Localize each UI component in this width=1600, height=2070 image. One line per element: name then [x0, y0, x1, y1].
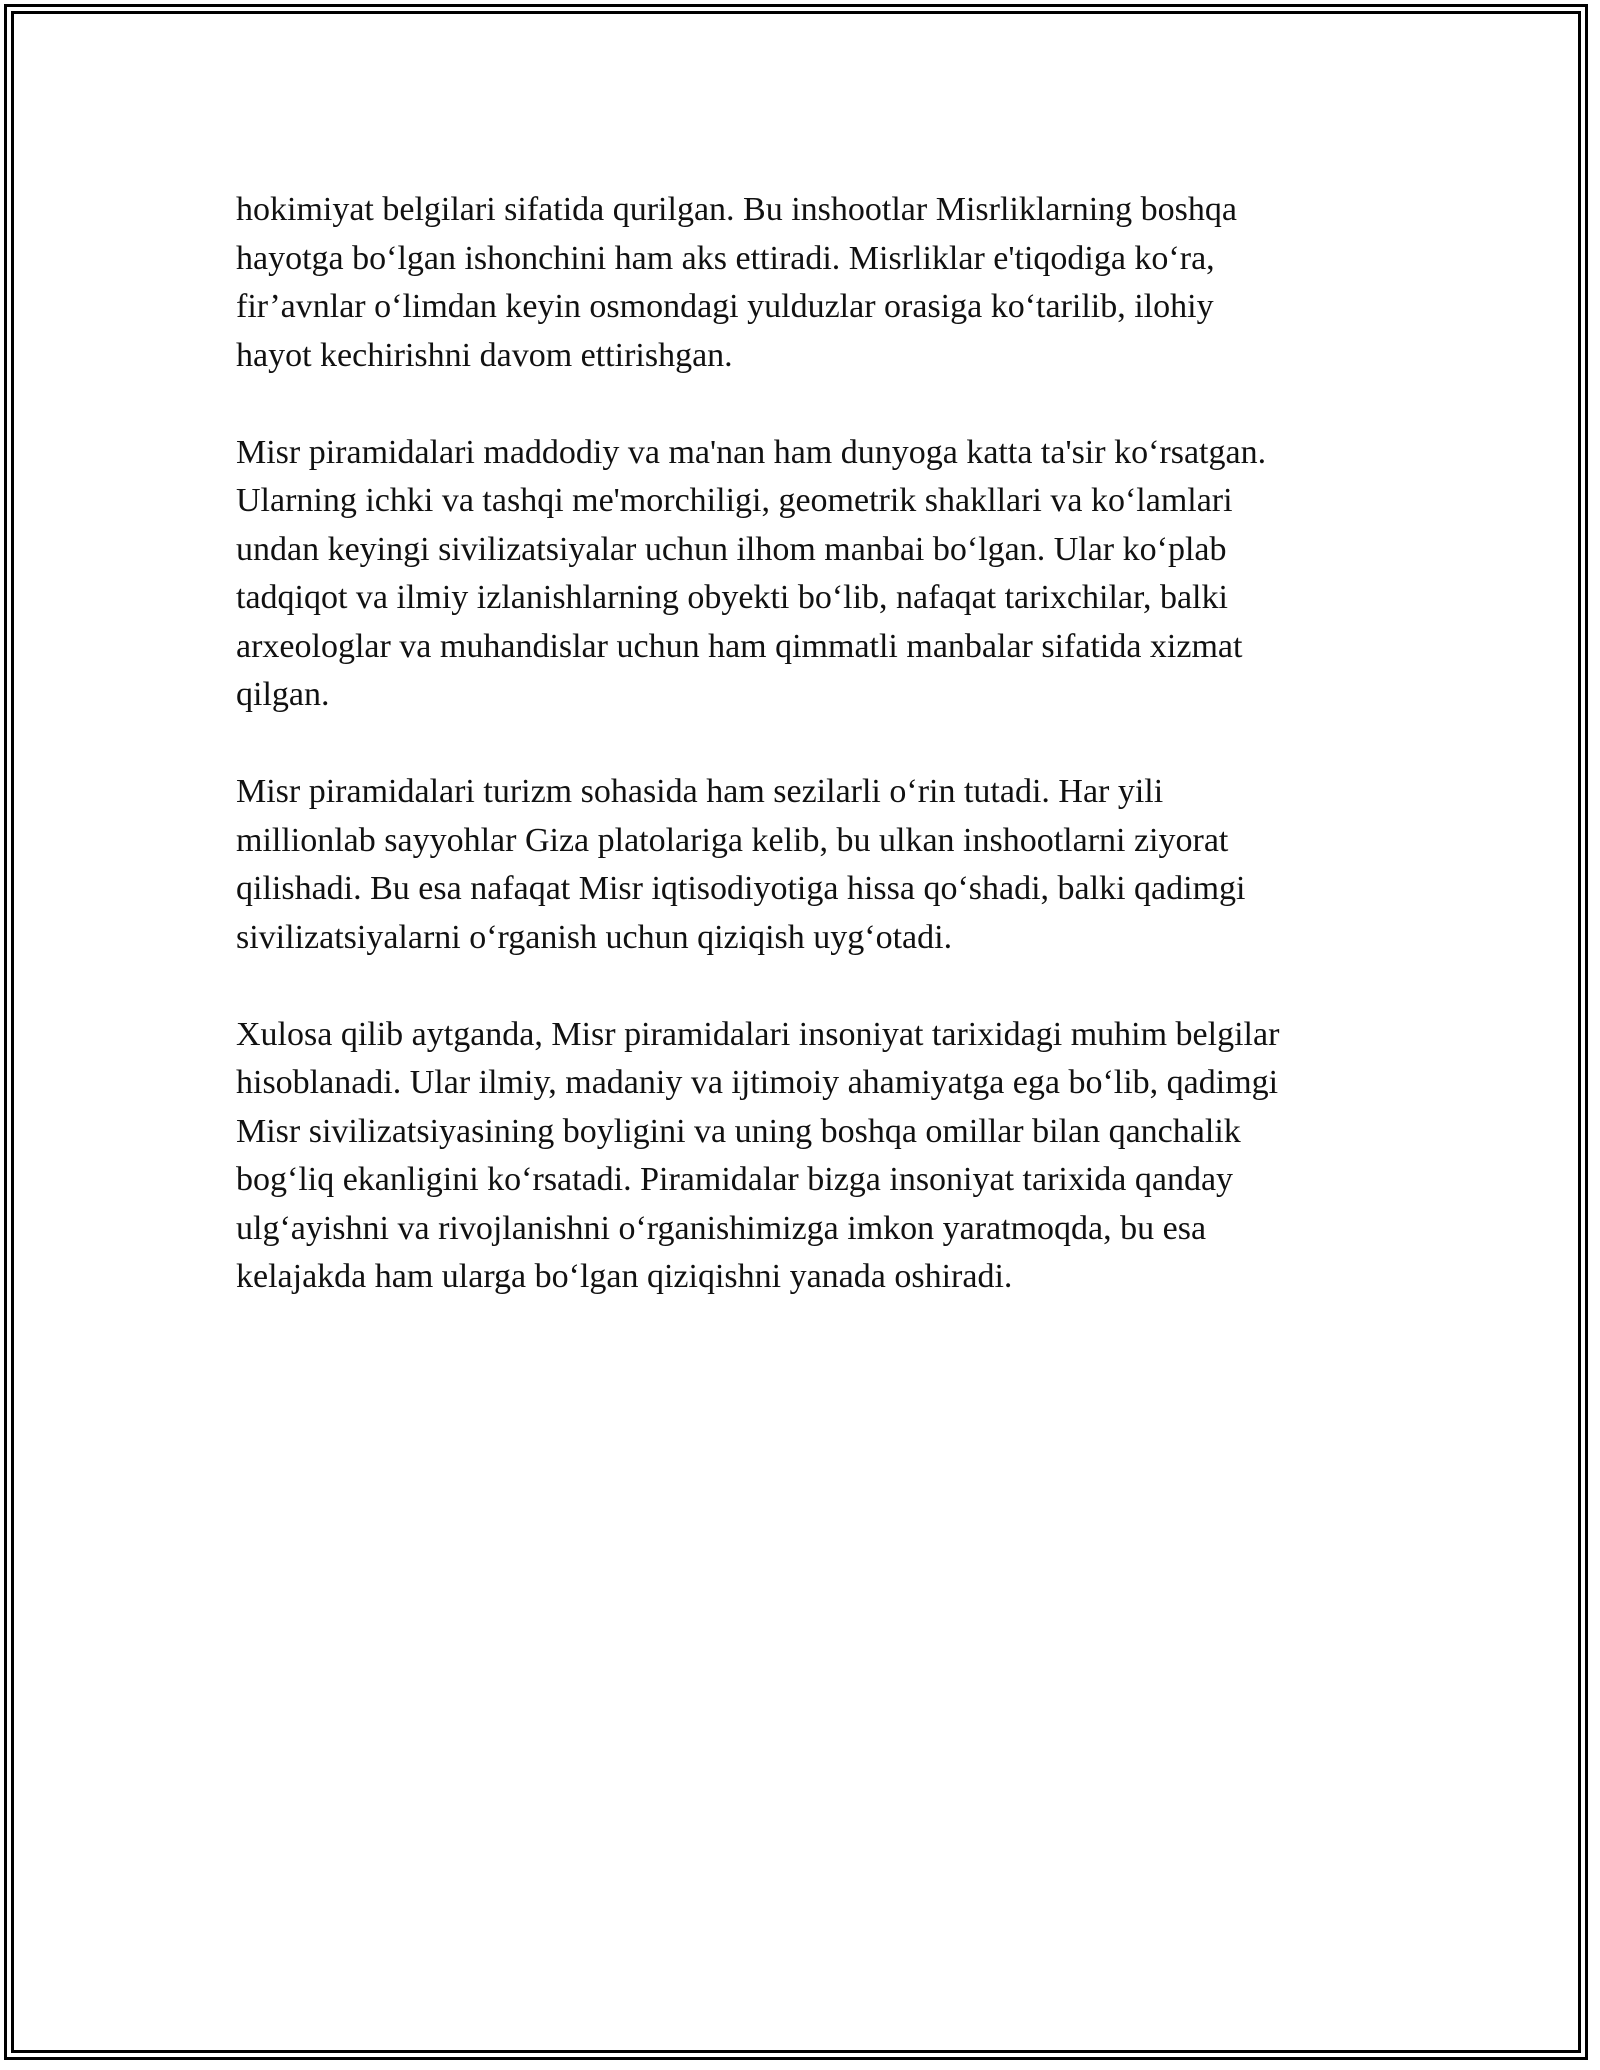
text-line: Misr piramidalari maddodiy va ma'nan ham dunyoga katta ta'sir ko‘rsatgan.: [236, 433, 1267, 471]
document-body: [236, 186, 1406, 1350]
text-line: bog‘liq ekanligini ko‘rsatadi. Piramidalar bizga insoniyat tarixida qanday: [236, 1161, 1234, 1198]
text-line: hokimiyat belgilari sifatida qurilgan. Bu inshootlar Misrliklarning boshqa: [236, 191, 1237, 228]
text-line: Misr sivilizatsiyasining boyligini va uning boshqa omillar bilan qanchalik: [236, 1112, 1241, 1150]
text-line: kelajakda ham ularga bo‘lgan qiziqishni yanada oshiradi.: [236, 1258, 1013, 1295]
text-line: qilishadi. Bu esa nafaqat Misr iqtisodiyotiga hissa qo‘shadi, balki qadimgi: [236, 870, 1246, 907]
paragraph-3: [236, 768, 1406, 962]
text-line: fir’avnlar o‘limdan keyin osmondagi yulduzlar orasiga ko‘tarilib, ilohiy: [236, 288, 1214, 325]
text-line: hayotga bo‘lgan ishonchini ham aks ettiradi. Misrliklar e'tiqodiga ko‘ra,: [236, 239, 1215, 277]
paragraph-4: [236, 1011, 1406, 1302]
text-line: hisoblanadi. Ular ilmiy, madaniy va ijtimoiy ahamiyatga ega bo‘lib, qadimgi: [236, 1064, 1279, 1101]
text-line: tadqiqot va ilmiy izlanishlarning obyekti bo‘lib, nafaqat tarixchilar, balki: [236, 579, 1228, 616]
paragraph-1: [236, 186, 1406, 380]
text-line: Misr piramidalari turizm sohasida ham sezilarli o‘rin tutadi. Har yili: [236, 773, 1164, 810]
text-line: undan keyingi sivilizatsiyalar uchun ilhom manbai bo‘lgan. Ular ko‘plab: [236, 530, 1227, 568]
text-line: millionlab sayyohlar Giza platolariga kelib, bu ulkan inshootlarni ziyorat: [236, 821, 1229, 859]
text-line: qilgan.: [236, 676, 330, 713]
text-line: ulg‘ayishni va rivojlanishni o‘rganishimizga imkon yaratmoqda, bu esa: [236, 1209, 1207, 1247]
text-line: Ularning ichki va tashqi me'morchiligi, geometrik shakllari va ko‘lamlari: [236, 482, 1233, 519]
text-line: sivilizatsiyalarni o‘rganish uchun qiziqish uyg‘otadi.: [236, 918, 953, 956]
text-line: Xulosa qilib aytganda, Misr piramidalari insoniyat tarixidagi muhim belgilar: [236, 1015, 1280, 1053]
text-line: hayot kechirishni davom ettirishgan.: [236, 336, 733, 374]
paragraph-2: [236, 429, 1406, 720]
text-line: arxeologlar va muhandislar uchun ham qimmatli manbalar sifatida xizmat: [236, 627, 1243, 665]
